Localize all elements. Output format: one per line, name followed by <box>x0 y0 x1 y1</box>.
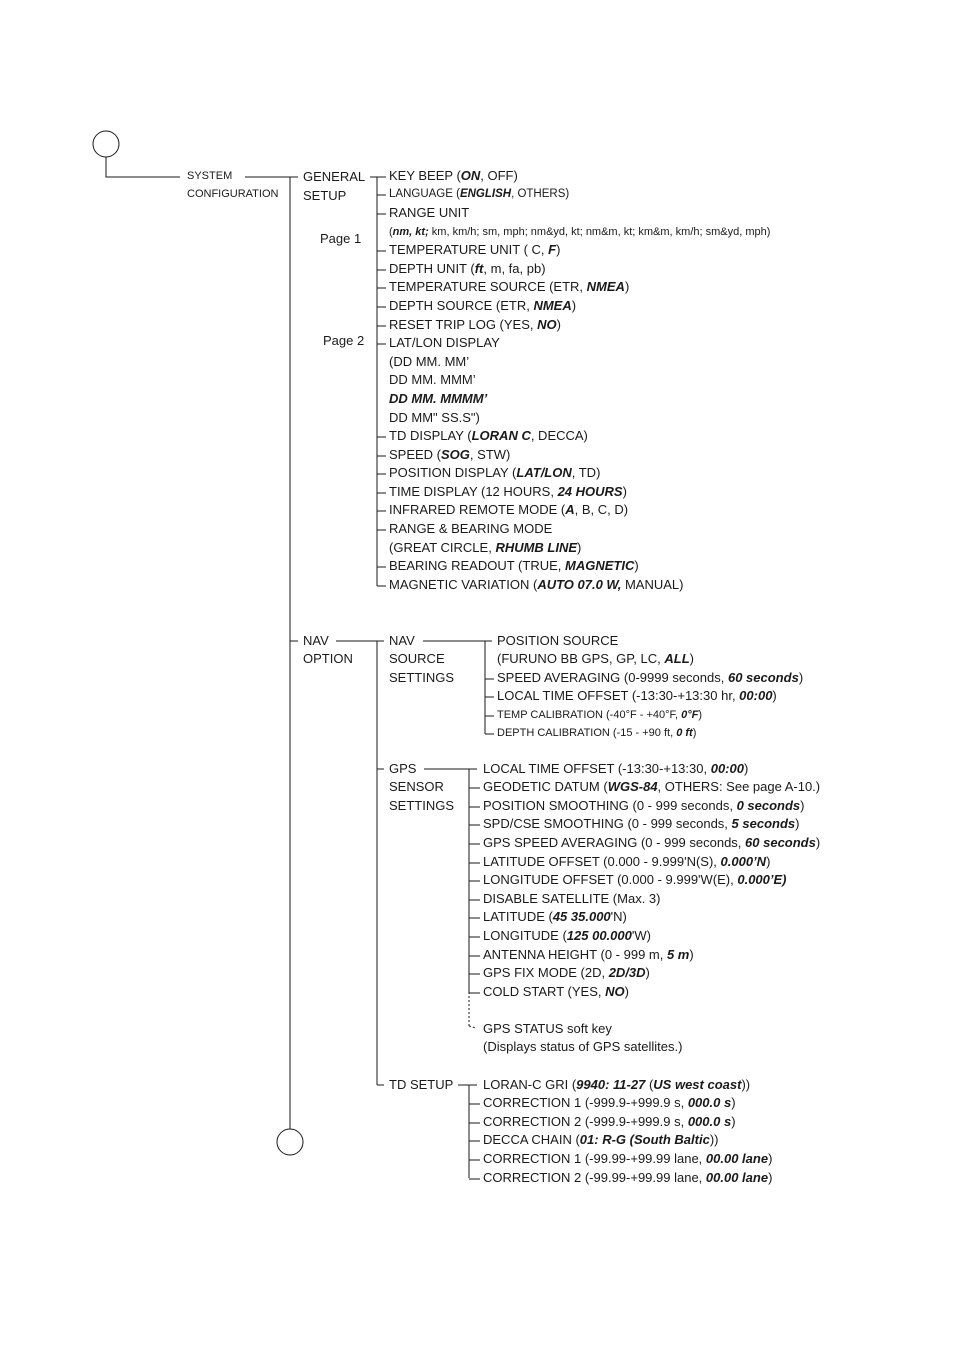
item-text-run: , m, fa, pb) <box>483 261 546 276</box>
general-item <box>389 465 600 481</box>
item-text-run: MAGNETIC <box>565 558 635 573</box>
item-text-run: ( <box>645 1077 654 1092</box>
gps-item <box>483 761 748 777</box>
navsrc-item <box>497 725 696 741</box>
gps-item <box>483 909 627 925</box>
item-text-run: LANGUAGE ( <box>389 188 460 200</box>
td-setup-label: TD SETUP <box>389 1077 454 1092</box>
general-label: GENERAL <box>303 169 366 184</box>
item-text-run: NO <box>537 317 557 332</box>
item-text-run: 5 m <box>666 947 690 962</box>
item-text-run: LORAN C <box>471 428 531 443</box>
item-text-run: , OFF) <box>480 168 518 183</box>
nav-label: NAV <box>303 633 329 648</box>
item-text-run: TEMPERATURE SOURCE (ETR, <box>389 279 587 294</box>
item-text-run: LAT/LON <box>516 465 572 480</box>
item-text-run: LAT/LON DISPLAY <box>389 335 500 350</box>
item-text-run: GPS FIX MODE (2D, <box>483 965 609 980</box>
item-text-run: GPS SPEED AVERAGING (0 - 999 seconds, <box>483 835 746 850</box>
item-text-run: 60 seconds <box>745 835 816 850</box>
item-text-run: SPEED ( <box>389 447 442 462</box>
item-text-run: , TD) <box>571 465 601 480</box>
navsrc-item <box>497 651 694 667</box>
item-text-run: SOG <box>441 447 470 462</box>
td-item <box>483 1077 750 1093</box>
gps-item <box>483 1039 682 1055</box>
item-text-run: DEPTH UNIT ( <box>389 261 475 276</box>
item-text-run: ANTENNA HEIGHT (0 - 999 m, <box>483 947 667 962</box>
item-text-run: )) <box>709 1132 719 1147</box>
gps-item <box>483 984 629 1000</box>
item-text-run: ) <box>772 688 777 703</box>
general-item <box>389 484 627 500</box>
item-text-run: ALL <box>664 651 690 666</box>
general-item <box>389 502 628 518</box>
item-text-run: (Displays status of GPS satellites.) <box>483 1039 683 1054</box>
item-text-run: LOCAL TIME OFFSET (-13:30-+13:30 hr, <box>497 688 740 703</box>
item-text-run: ) <box>689 651 694 666</box>
item-text-run: POSITION SMOOTHING (0 - 999 seconds, <box>483 798 737 813</box>
item-text-run: ) <box>622 484 627 499</box>
item-text-run: CORRECTION 2 (-99.99-+99.99 lane, <box>483 1170 706 1185</box>
item-text-run: KEY BEEP ( <box>389 168 461 183</box>
navsrc-item <box>497 688 777 704</box>
nav-source-label-3: SETTINGS <box>389 670 455 685</box>
item-text-run: 24 HOURS <box>557 484 623 499</box>
item-text-run: NMEA <box>533 298 572 313</box>
item-text-run: 0 seconds <box>736 798 801 813</box>
gps-item <box>483 835 820 851</box>
item-text-run: LONGITUDE ( <box>483 928 567 943</box>
gps-item <box>483 872 787 888</box>
gps-item <box>483 854 770 870</box>
item-text-run: LORAN-C GRI ( <box>483 1077 577 1092</box>
item-text-run: ( <box>389 226 393 238</box>
item-text-run: ) <box>768 1170 773 1185</box>
item-text-run: ON <box>460 168 481 183</box>
item-text-run: F <box>548 242 557 257</box>
item-text-run: ) <box>800 798 805 813</box>
general-item <box>389 428 588 444</box>
gps-item <box>483 798 805 814</box>
item-text-run: DEPTH SOURCE (ETR, <box>389 298 534 313</box>
item-text-run: km, km/h; sm, mph; nm&yd, kt; nm&m, kt; km&m, km/h; sm&yd, mph) <box>428 226 771 238</box>
general-item <box>389 558 639 574</box>
item-text-run: ft <box>474 261 484 276</box>
item-text-run: ) <box>768 1151 773 1166</box>
item-text-run: ) <box>798 670 804 685</box>
gps-item <box>483 928 651 944</box>
item-text-run: 0 ft <box>676 727 693 739</box>
general-item <box>389 521 552 537</box>
page-1-label: Page 1 <box>320 231 362 246</box>
item-text-run: 0.000’E) <box>737 872 787 887</box>
item-text-run: SPD/CSE SMOOTHING (0 - 999 seconds, <box>483 816 732 831</box>
item-text-run: LONGITUDE OFFSET (0.000 - 9.999'W(E), <box>483 872 738 887</box>
page-2-label: Page 2 <box>323 333 365 348</box>
gps-sensor-label-1: GPS <box>389 761 417 776</box>
general-item <box>389 447 510 463</box>
item-text-run: DECCA CHAIN ( <box>483 1132 580 1147</box>
item-text-run: ENGLISH <box>459 188 512 200</box>
item-text-run: , B, C, D) <box>574 502 629 517</box>
item-text-run: ) <box>571 298 577 313</box>
td-item <box>483 1095 736 1111</box>
item-text-run: 125 00.000 <box>566 928 632 943</box>
navsrc-item <box>497 707 702 723</box>
general-item <box>389 224 770 240</box>
item-text-run: ) <box>743 761 749 776</box>
item-text-run: 01: R-G (South Baltic <box>579 1132 710 1147</box>
item-text-run: GPS STATUS soft key <box>483 1021 612 1036</box>
item-text-run: ) <box>795 816 800 831</box>
item-text-run: DD MM" SS.S") <box>389 410 480 425</box>
general-item <box>389 577 683 593</box>
general-item <box>389 261 546 277</box>
item-text-run: RANGE UNIT <box>389 205 470 220</box>
general-item <box>389 186 569 202</box>
item-text-run: 60 seconds <box>727 670 799 685</box>
item-text-run: POSITION DISPLAY ( <box>389 465 517 480</box>
td-item <box>483 1114 736 1130</box>
gps-item <box>483 947 694 963</box>
item-text-run: LATITUDE ( <box>483 909 553 924</box>
item-text-run: (GREAT CIRCLE, <box>389 540 496 555</box>
item-text-run: 00.00 lane <box>705 1151 769 1166</box>
item-text-run: TEMPERATURE UNIT ( C, <box>389 242 549 257</box>
item-text-run: ) <box>731 1114 736 1129</box>
option-label: OPTION <box>303 651 353 666</box>
item-text-run: A <box>565 502 575 517</box>
item-text-run: AUTO 07.0 W, <box>537 577 622 592</box>
gps-sensor-label-2: SENSOR <box>389 779 444 794</box>
td-item <box>483 1170 772 1186</box>
item-text-run: GEODETIC DATUM ( <box>483 779 608 794</box>
general-item <box>389 168 518 184</box>
item-text-run: , DECCA) <box>530 428 588 443</box>
general-item <box>389 410 480 426</box>
item-text-run: ) <box>689 947 694 962</box>
general-item <box>389 298 576 314</box>
configuration-label: CONFIGURATION <box>187 188 279 200</box>
item-text-run: MANUAL) <box>621 577 684 592</box>
item-text-run: WGS-84 <box>607 779 658 794</box>
gps-sensor-label-3: SETTINGS <box>389 798 455 813</box>
item-text-run: nm, kt; <box>392 226 429 238</box>
item-text-run: LOCAL TIME OFFSET (-13:30-+13:30, <box>483 761 711 776</box>
item-text-run: TEMP CALIBRATION (-40°F - +40°F, <box>497 709 682 721</box>
item-text-run: POSITION SOURCE <box>497 633 619 648</box>
item-text-run: BEARING READOUT (TRUE, <box>389 558 566 573</box>
item-text-run: , OTHERS) <box>511 188 570 200</box>
connector-circle-top <box>93 131 119 157</box>
item-text-run: TD DISPLAY ( <box>389 428 472 443</box>
item-text-run: , STW) <box>469 447 511 462</box>
gps-item <box>483 1021 612 1037</box>
item-text-run: (DD MM. MM’ <box>389 354 470 369</box>
item-text-run: 00.00 lane <box>705 1170 769 1185</box>
item-text-run: RHUMB LINE <box>495 540 578 555</box>
item-text-run: ) <box>692 727 697 739</box>
item-text-run: 2D/3D <box>608 965 646 980</box>
gps-item <box>483 965 650 981</box>
item-text-run: ) <box>645 965 650 980</box>
item-text-run: 'N) <box>610 909 627 924</box>
item-text-run: DD MM. MMMM’ <box>389 391 488 406</box>
general-item <box>389 205 469 221</box>
item-text-run: ) <box>731 1095 736 1110</box>
gps-item <box>483 816 799 832</box>
item-text-run: RANGE & BEARING MODE <box>389 521 553 536</box>
item-text-run: CORRECTION 1 (-999.9-+999.9 s, <box>483 1095 688 1110</box>
item-text-run: (FURUNO BB GPS, GP, LC, <box>497 651 665 666</box>
general-item <box>389 372 476 388</box>
item-text-run: 000.0 s <box>687 1095 732 1110</box>
navsrc-item <box>497 670 803 686</box>
gps-item <box>483 891 660 907</box>
item-text-run: NMEA <box>586 279 625 294</box>
item-text-run: 5 seconds <box>731 816 796 831</box>
item-text-run: DEPTH CALIBRATION (-15 - +90 ft, <box>497 727 677 739</box>
item-text-run: CORRECTION 1 (-99.99-+99.99 lane, <box>483 1151 706 1166</box>
item-text-run: , OTHERS: See page A-10.) <box>657 779 821 794</box>
item-text-run: TIME DISPLAY (12 HOURS, <box>389 484 558 499</box>
item-text-run: SPEED AVERAGING (0-9999 seconds, <box>497 670 728 685</box>
item-text-run: 00:00 <box>739 688 773 703</box>
item-text-run: US west coast <box>653 1077 742 1092</box>
system-label: SYSTEM <box>187 170 233 182</box>
gps-item <box>483 779 820 795</box>
item-text-run: ) <box>766 854 771 869</box>
navsrc-item <box>497 633 618 649</box>
item-text-run: ) <box>624 984 629 999</box>
item-text-run: DD MM. MMM’ <box>389 372 476 387</box>
setup-label: SETUP <box>303 188 347 203</box>
item-text-run: ) <box>815 835 821 850</box>
item-text-run: ) <box>698 709 703 721</box>
item-text-run: )) <box>741 1077 751 1092</box>
connector-circle-bottom <box>277 1129 303 1155</box>
general-item <box>389 242 560 258</box>
item-text-run: ) <box>556 317 561 332</box>
item-text-run: ) <box>624 279 630 294</box>
item-text-run: 9940: 11-27 <box>576 1077 646 1092</box>
item-text-run: 45 35.000 <box>552 909 611 924</box>
td-item <box>483 1132 718 1148</box>
item-text-run: ) <box>577 540 582 555</box>
item-text-run: 00:00 <box>710 761 744 776</box>
nav-source-label-1: NAV <box>389 633 415 648</box>
td-item <box>483 1151 772 1167</box>
general-item <box>389 391 487 407</box>
item-text-run: ) <box>556 242 561 257</box>
item-text-run: RESET TRIP LOG (YES, <box>389 317 538 332</box>
item-text-run: ) <box>634 558 639 573</box>
item-text-run: DISABLE SATELLITE (Max. 3) <box>483 891 661 906</box>
item-text-run: COLD START (YES, <box>483 984 606 999</box>
general-item <box>389 279 629 295</box>
general-item <box>389 335 500 351</box>
general-item <box>389 540 581 556</box>
item-text-run: 0.000’N <box>720 854 767 869</box>
item-text-run: NO <box>605 984 625 999</box>
nav-source-label-2: SOURCE <box>389 651 445 666</box>
general-item <box>389 317 561 333</box>
item-text-run: LATITUDE OFFSET (0.000 - 9.999'N(S), <box>483 854 721 869</box>
general-item <box>389 354 469 370</box>
item-text-run: 'W) <box>631 928 651 943</box>
item-text-run: 000.0 s <box>687 1114 732 1129</box>
item-text-run: CORRECTION 2 (-999.9-+999.9 s, <box>483 1114 688 1129</box>
item-text-run: 0°F <box>681 709 699 721</box>
item-text-run: INFRARED REMOTE MODE ( <box>389 502 566 517</box>
item-text-run: MAGNETIC VARIATION ( <box>389 577 538 592</box>
